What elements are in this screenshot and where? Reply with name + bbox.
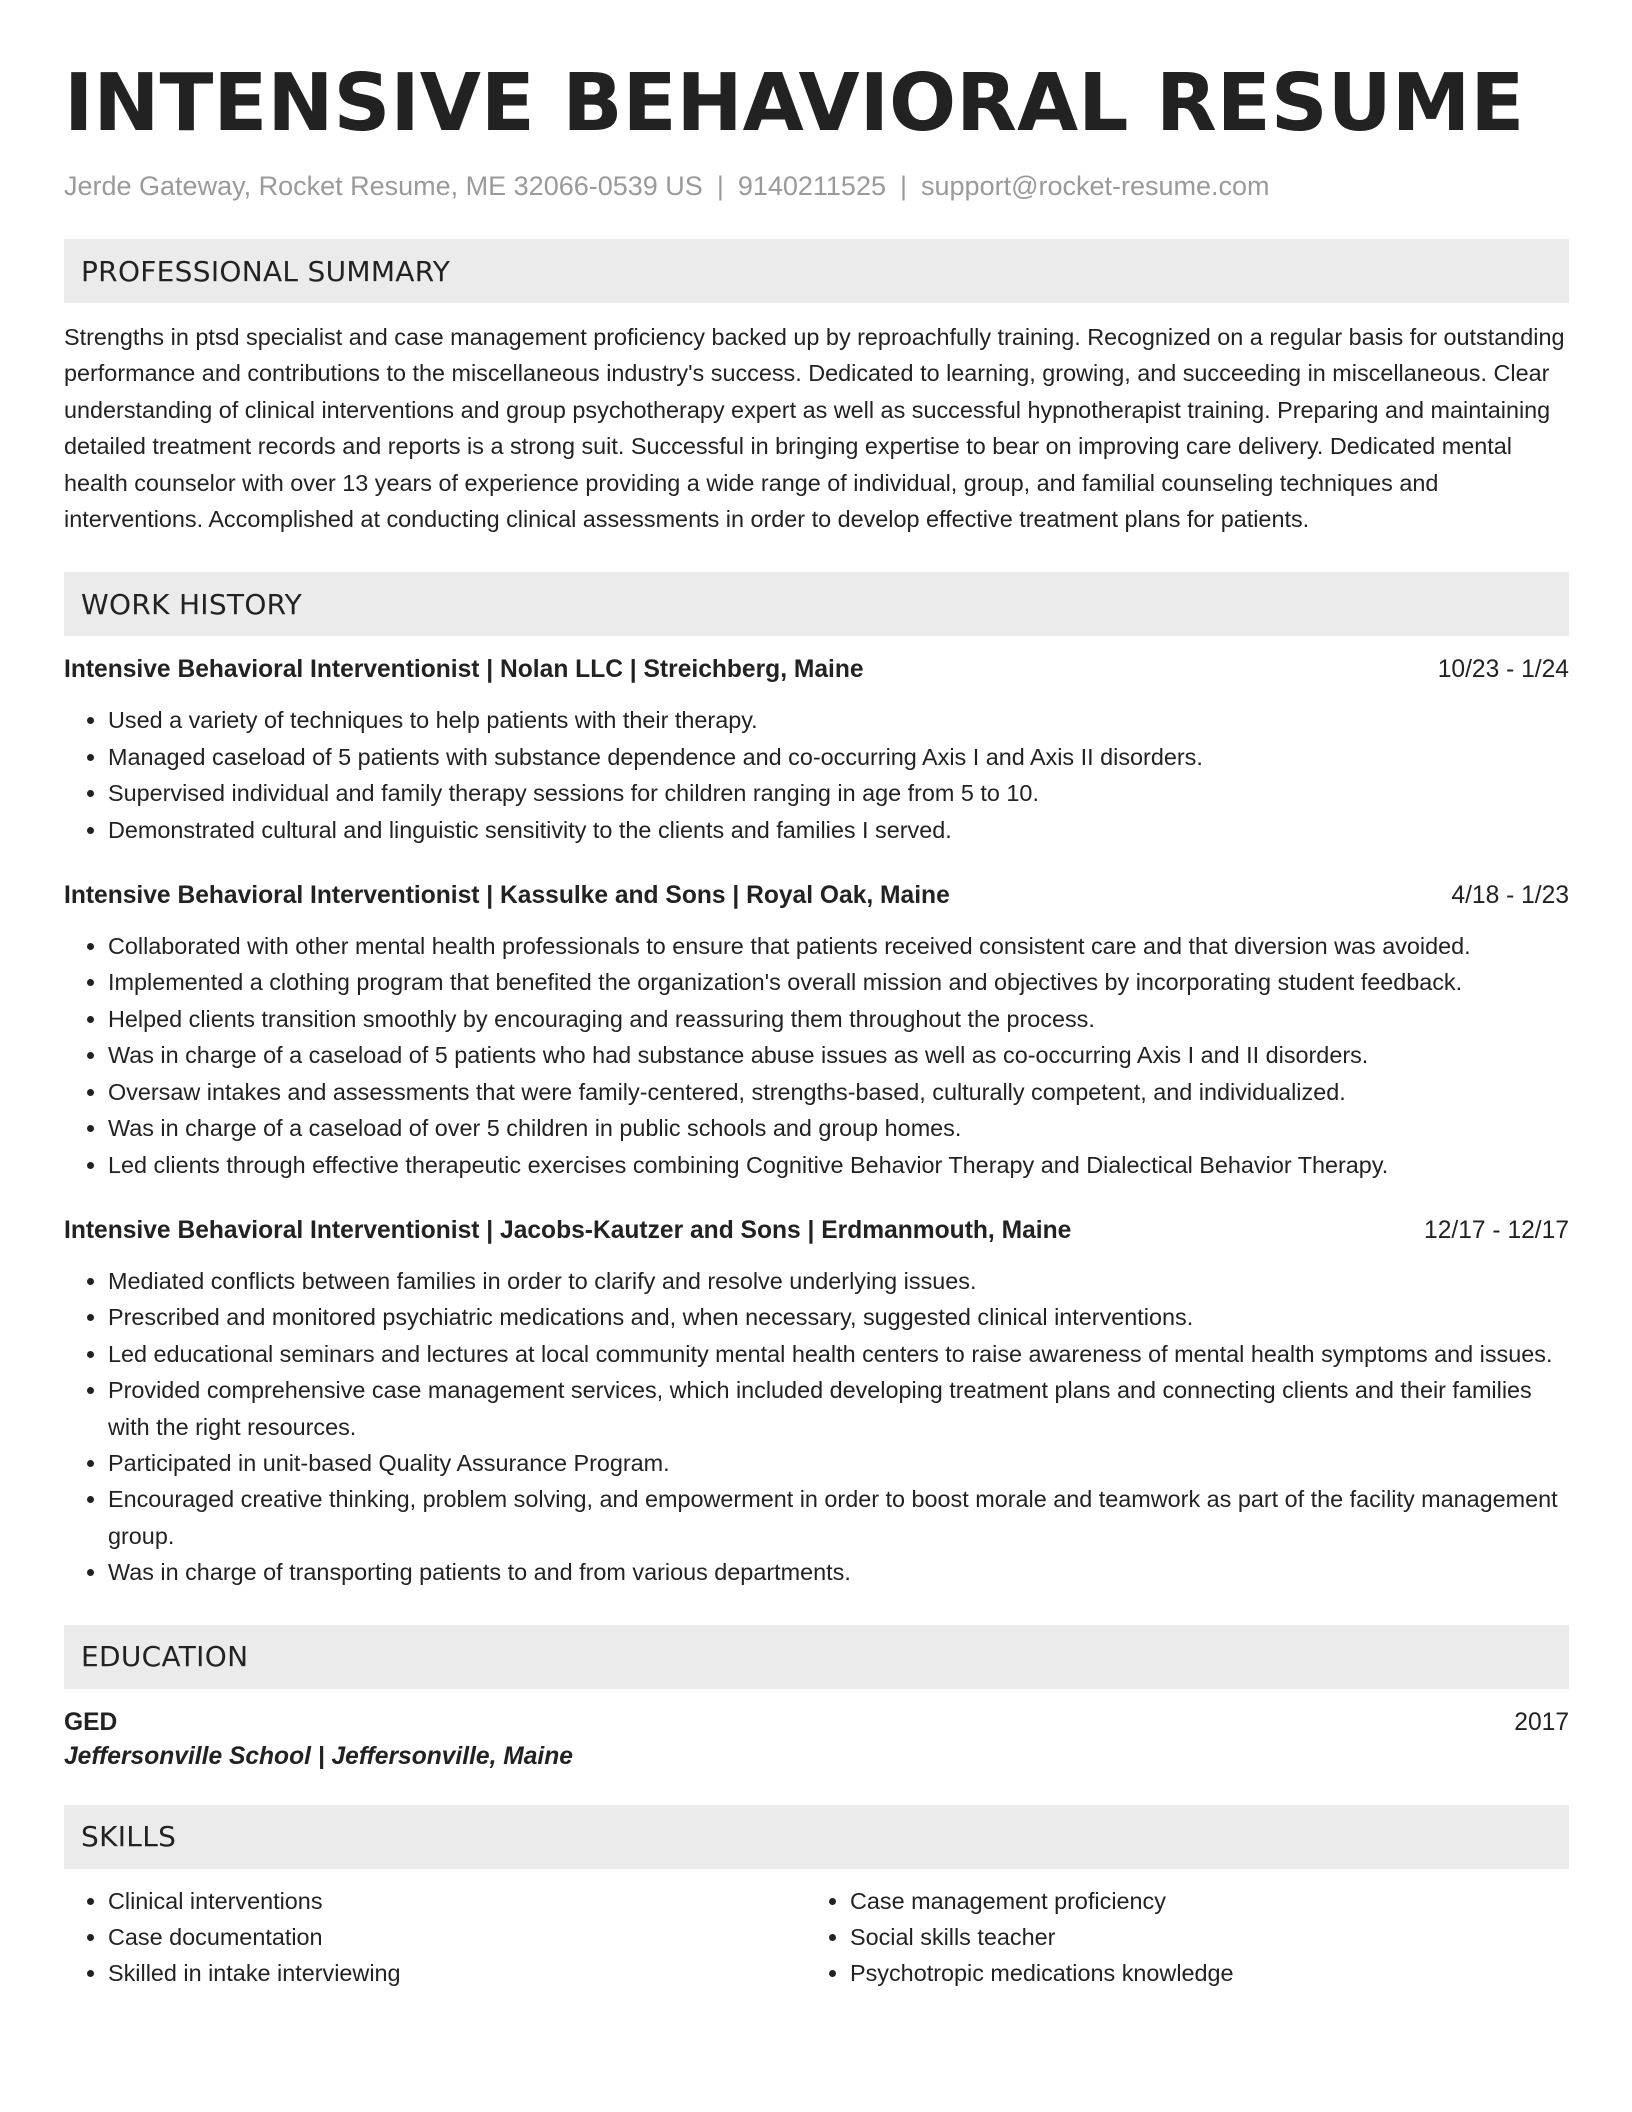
job-bullet: • Provided comprehensive case management services, which included developing treatment plans and connecting clients and their families with the right resources. [108, 1372, 1569, 1445]
job-bullets [64, 1263, 1569, 1591]
job-header [64, 652, 1569, 688]
job-bullet: • Mediated conflicts between families in order to clarify and resolve underlying issues. [108, 1263, 1569, 1299]
job-header [64, 878, 1569, 914]
contact-phone: 9140211525 [737, 171, 886, 201]
skills-column-left [64, 1883, 806, 1992]
skills-heading: SKILLS [81, 1820, 177, 1854]
job-bullet: • Managed caseload of 5 patients with substance dependence and co-occurring Axis I and Axis II disorders. [108, 739, 1569, 775]
education-header [64, 1705, 1569, 1741]
job-dates: 4/18 - 1/23 [1451, 882, 1569, 910]
job-entry [64, 652, 1569, 848]
skill-item: • Skilled in intake interviewing [108, 1955, 806, 1991]
skill-item: • Clinical interventions [108, 1883, 806, 1919]
job-bullet: • Encouraged creative thinking, problem solving, and empowerment in order to boost morale and teamwork as part of the facility management group. [108, 1481, 1569, 1554]
education-heading: EDUCATION [81, 1640, 249, 1674]
job-bullet: • Supervised individual and family therapy sessions for children ranging in age from 5 to 10. [108, 775, 1569, 811]
skill-item: • Case documentation [108, 1919, 806, 1955]
job-title: Intensive Behavioral Interventionist | Kassulke and Sons | Royal Oak, Maine [64, 882, 950, 910]
job-bullets [64, 928, 1569, 1183]
resume-name: INTENSIVE BEHAVIORAL RESUME [64, 57, 1525, 149]
job-title: Intensive Behavioral Interventionist | Nolan LLC | Streichberg, Maine [64, 656, 864, 684]
education-entry [64, 1705, 1569, 1771]
work-heading-bar [64, 572, 1569, 636]
education-school: Jeffersonville School | Jeffersonville, Maine [64, 1742, 573, 1770]
job-bullet: • Helped clients transition smoothly by encouraging and reassuring them throughout the process. [108, 1001, 1569, 1037]
education-heading-bar [64, 1625, 1569, 1689]
job-bullet: • Led clients through effective therapeutic exercises combining Cognitive Behavior Therapy and Dialectical Behavior Therapy. [108, 1147, 1569, 1183]
summary-heading: PROFESSIONAL SUMMARY [81, 254, 451, 288]
contact-line [64, 171, 1569, 202]
skills-list [806, 1883, 1548, 1992]
summary-heading-bar [64, 239, 1569, 303]
job-bullet: • Was in charge of a caseload of 5 patients who had substance abuse issues as well as co-occurring Axis I and II disorders. [108, 1037, 1569, 1073]
skills-list [64, 1883, 806, 1992]
job-bullet: • Collaborated with other mental health professionals to ensure that patients received consistent care and that diversion was avoided. [108, 928, 1569, 964]
work-heading: WORK HISTORY [81, 587, 303, 621]
job-bullet: • Demonstrated cultural and linguistic sensitivity to the clients and families I served. [108, 812, 1569, 848]
skills-heading-bar [64, 1805, 1569, 1869]
education-year: 2017 [1514, 1708, 1569, 1736]
resume-page [64, 50, 1569, 1992]
skill-item: • Social skills teacher [850, 1919, 1548, 1955]
contact-address: Jerde Gateway, Rocket Resume, ME 32066-0539 US [64, 171, 703, 201]
job-header [64, 1213, 1569, 1249]
contact-separator: | [716, 171, 724, 201]
job-bullets [64, 702, 1569, 848]
job-bullet: • Was in charge of transporting patients to and from various departments. [108, 1554, 1569, 1590]
contact-email: support@rocket-resume.com [921, 171, 1270, 201]
education-degree: GED [64, 1708, 118, 1736]
job-entry [64, 878, 1569, 1183]
job-title: Intensive Behavioral Interventionist | Jacobs-Kautzer and Sons | Erdmanmouth, Maine [64, 1216, 1072, 1244]
contact-separator: | [900, 171, 908, 201]
job-dates: 12/17 - 12/17 [1424, 1216, 1569, 1244]
job-bullet: • Was in charge of a caseload of over 5 children in public schools and group homes. [108, 1110, 1569, 1146]
job-bullet: • Led educational seminars and lectures at local community mental health centers to raise awareness of mental health symptoms and issues. [108, 1336, 1569, 1372]
job-bullet: • Implemented a clothing program that benefited the organization's overall mission and objectives by incorporating student feedback. [108, 964, 1569, 1000]
job-entry [64, 1213, 1569, 1591]
summary-text: Strengths in ptsd specialist and case management proficiency backed up by reproachfully training. Recognized on a regular basis for outstanding performance and contributions to the miscellaneous industry's success. Dedicated to learning, growing, and succeeding in miscellaneous. Clear understanding of clinical interventions and group psychotherapy expert as well as successful hypnotherapist training. Preparing and maintaining detailed treatment records and reports is a strong suit. Successful in bringing expertise to bear on improving care delivery. Dedicated mental health counselor with over 13 years of experience providing a wide range of individual, group, and familial counseling techniques and interventions. Accomplished at conducting clinical assessments in order to develop effective treatment plans for patients. [64, 324, 1565, 533]
job-bullet: • Used a variety of techniques to help patients with their therapy. [108, 702, 1569, 738]
skills-column-right [806, 1883, 1548, 1992]
job-dates: 10/23 - 1/24 [1437, 656, 1569, 684]
skills-grid [64, 1883, 1569, 1992]
skill-item: • Case management proficiency [850, 1883, 1548, 1919]
job-bullet: • Participated in unit-based Quality Assurance Program. [108, 1445, 1569, 1481]
skill-item: • Psychotropic medications knowledge [850, 1955, 1548, 1991]
job-bullet: • Prescribed and monitored psychiatric medications and, when necessary, suggested clinical interventions. [108, 1299, 1569, 1335]
job-bullet: • Oversaw intakes and assessments that were family-centered, strengths-based, culturally competent, and individualized. [108, 1074, 1569, 1110]
